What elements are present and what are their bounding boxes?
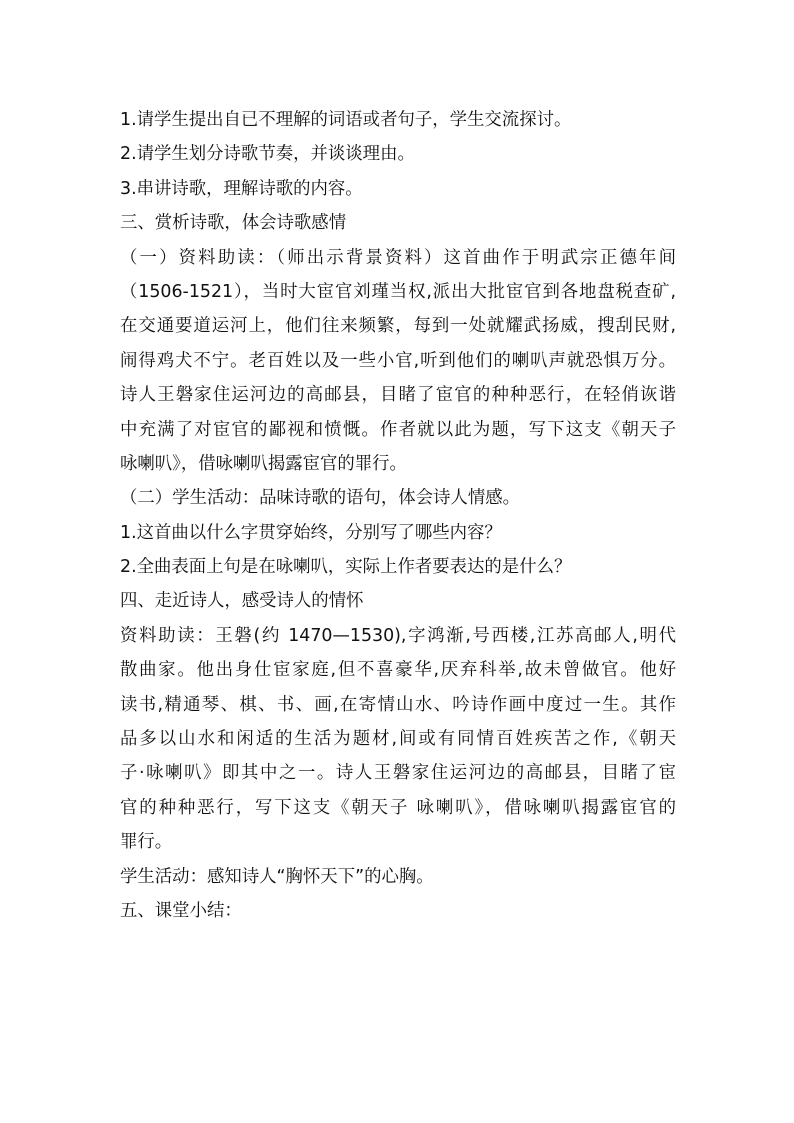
paragraph-line: 中充满了对宦官的鄙视和愤慨。作者就以此为题，写下这支《朝天子: [120, 419, 676, 440]
paragraph-line: 诗人王磐家住运河边的高邮县，目睹了宦官的种种恶行，在轻俏诙谐: [120, 385, 676, 406]
paragraph-line: 官的种种恶行，写下这支《朝天子 咏喇叭》，借咏喇叭揭露宦官的: [120, 797, 676, 818]
list-item-1: 1.请学生提出自已不理解的词语或者句子，学生交流探讨。: [120, 110, 572, 130]
paragraph-line: 品多以山水和闲适的生活为题材,间或有同情百姓疾苦之作,《朝天: [120, 729, 676, 750]
subsection-heading: （二）学生活动：品味诗歌的语句，体会诗人情感。: [120, 488, 520, 509]
list-item-2: 2.请学生划分诗歌节奏，并谈谈理由。: [120, 144, 415, 165]
question-item-2: 2.全曲表面上句是在咏喇叭，实际上作者要表达的是什么？: [120, 557, 572, 578]
paragraph-line: 咏喇叭》，借咏喇叭揭露宦官的罪行。: [120, 453, 407, 474]
paragraph-line: 资料助读：王磐(约 1470—1530),字鸿渐,号西楼,江苏高邮人,明代: [120, 625, 676, 646]
section-heading-3: 三、赏析诗歌，体会诗歌感情: [120, 213, 347, 234]
paragraph-line: 罪行。: [120, 832, 173, 853]
paragraph-line: （一）资料助读：（师出示背景资料）这首曲作于明武宗正德年间: [120, 247, 676, 268]
paragraph-line: 读书,精通琴、棋、书、画,在寄情山水、吟诗作画中度过一生。其作: [120, 694, 676, 715]
paragraph-line: （1506-1521），当时大宦官刘瑾当权,派出大批宦官到各地盘税查矿,: [120, 281, 676, 302]
paragraph-line: 闹得鸡犬不宁。老百姓以及一些小官,听到他们的喇叭声就恐惧万分。: [120, 350, 676, 371]
paragraph-line: 在交通要道运河上，他们往来频繁，每到一处就耀武扬威，搜刮民财,: [120, 316, 676, 337]
section-heading-5: 五、课堂小结：: [120, 900, 242, 921]
paragraph-line: 散曲家。他出身仕宦家庭,但不喜豪华,厌弃科举,故未曾做官。他好: [120, 660, 676, 681]
activity-line: 学生活动：感知诗人“胸怀天下”的心胸。: [120, 866, 434, 887]
list-item-3: 3.串讲诗歌，理解诗歌的内容。: [120, 178, 363, 199]
question-item-1: 1.这首曲以什么字贯穿始终，分别写了哪些内容？: [120, 522, 502, 543]
section-heading-4: 四、走近诗人，感受诗人的情怀: [120, 591, 364, 612]
document-body: [120, 103, 676, 928]
paragraph-line: 子·咏喇叭》即其中之一。诗人王磐家住运河边的高邮县，目睹了宦: [120, 763, 676, 784]
